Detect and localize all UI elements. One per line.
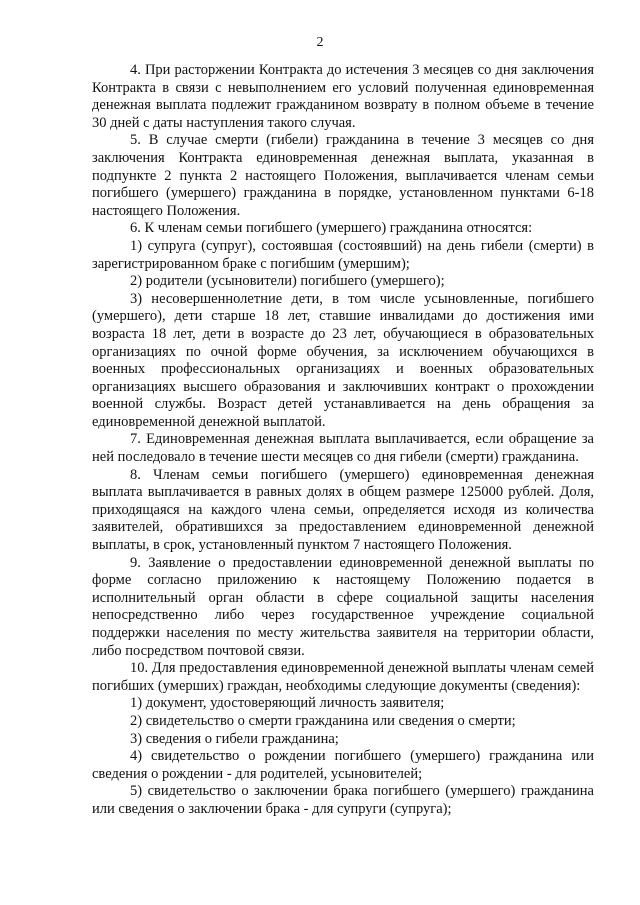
paragraph-6-family-members: 6. К членам семьи погибшего (умершего) гражданина относятся:	[130, 220, 533, 237]
list-item-death-certificate: 2) свидетельство о смерти гражданина или сведения о смерти;	[130, 712, 516, 729]
paragraph-9-application-form: 9. Заявление о предоставлении единовременной денежной выплаты по форме согласно приложению к настоящему Положению подается в исполнительный орган области в сфере социальной защиты населения непосредственно либо через государственное учреждение социальной поддержки населения по месту жительства заявителя на территории области, либо посредством почтовой связи.	[92, 554, 594, 659]
list-item-birth-certificate: 4) свидетельство о рождении погибшего (умершего) гражданина или сведения о рождении - для родителей, усыновителей;	[92, 748, 594, 782]
paragraph-8-payment-amount: 8. Членам семьи погибшего (умершего) единовременная денежная выплата выплачивается в равных долях в общем размере 125000 рублей. Доля, приходящаяся на каждого члена семьи, определяется исходя из количества заявителей, обратившихся за предоставлением единовременной денежной выплаты, в срок, установленный пунктом 7 настоящего Положения.	[92, 466, 594, 554]
list-item-identity-document: 1) документ, удостоверяющий личность заявителя;	[130, 695, 445, 712]
paragraph-10-required-documents: 10. Для предоставления единовременной денежной выплаты членам семей погибших (умерших) граждан, необходимы следующие документы (сведения):	[92, 660, 594, 694]
list-item-death-information: 3) сведения о гибели гражданина;	[130, 730, 339, 747]
paragraph-7-payment-condition: 7. Единовременная денежная выплата выплачивается, если обращение за ней последовало в течение шести месяцев со дня гибели (смерти) гражданина.	[92, 431, 594, 466]
list-item-marriage-certificate: 5) свидетельство о заключении брака погибшего (умершего) гражданина или сведения о заключении брака - для супруги (супруга);	[92, 783, 594, 817]
list-item-parents: 2) родители (усыновители) погибшего (умершего);	[130, 273, 445, 290]
paragraph-5-death-within-3-months: 5. В случае смерти (гибели) гражданина в течение 3 месяцев со дня заключения Контракта единовременная денежная выплата, указанная в подпункте 2 пункта 2 настоящего Положения, выплачивается членам семьи погибшего (умершего) гражданина в порядке, установленном пунктами 6-18 настоящего Положения.	[92, 132, 594, 219]
list-item-spouse: 1) супруга (супруг), состоявшая (состоявший) на день гибели (смерти) в зарегистрированном браке с погибшим (умершим);	[92, 237, 594, 272]
paragraph-4-contract-termination: 4. При расторжении Контракта до истечения 3 месяцев со дня заключения Контракта в связи с невыполнением его условий полученная единовременная денежная выплата подлежит гражданином возврату в полном объеме в течение 30 дней с даты наступления такого случая.	[92, 62, 594, 131]
document-body	[92, 62, 594, 819]
page-number: 2	[316, 35, 324, 50]
list-item-children: 3) несовершеннолетние дети, в том числе усыновленные, погибшего (умершего), дети старше 18 лет, ставшие инвалидами до достижения ими возраста 18 лет, дети в возрасте до 23 лет, обучающиеся в образовательных организациях по очной форме обучения, за исключением обучающихся в военных профессиональных организациях и военных образовательных организациях высшего образования и заключивших контракт о прохождении военной службы. Возраст детей устанавливается на день обращения за единовременной денежной выплатой.	[92, 290, 594, 430]
